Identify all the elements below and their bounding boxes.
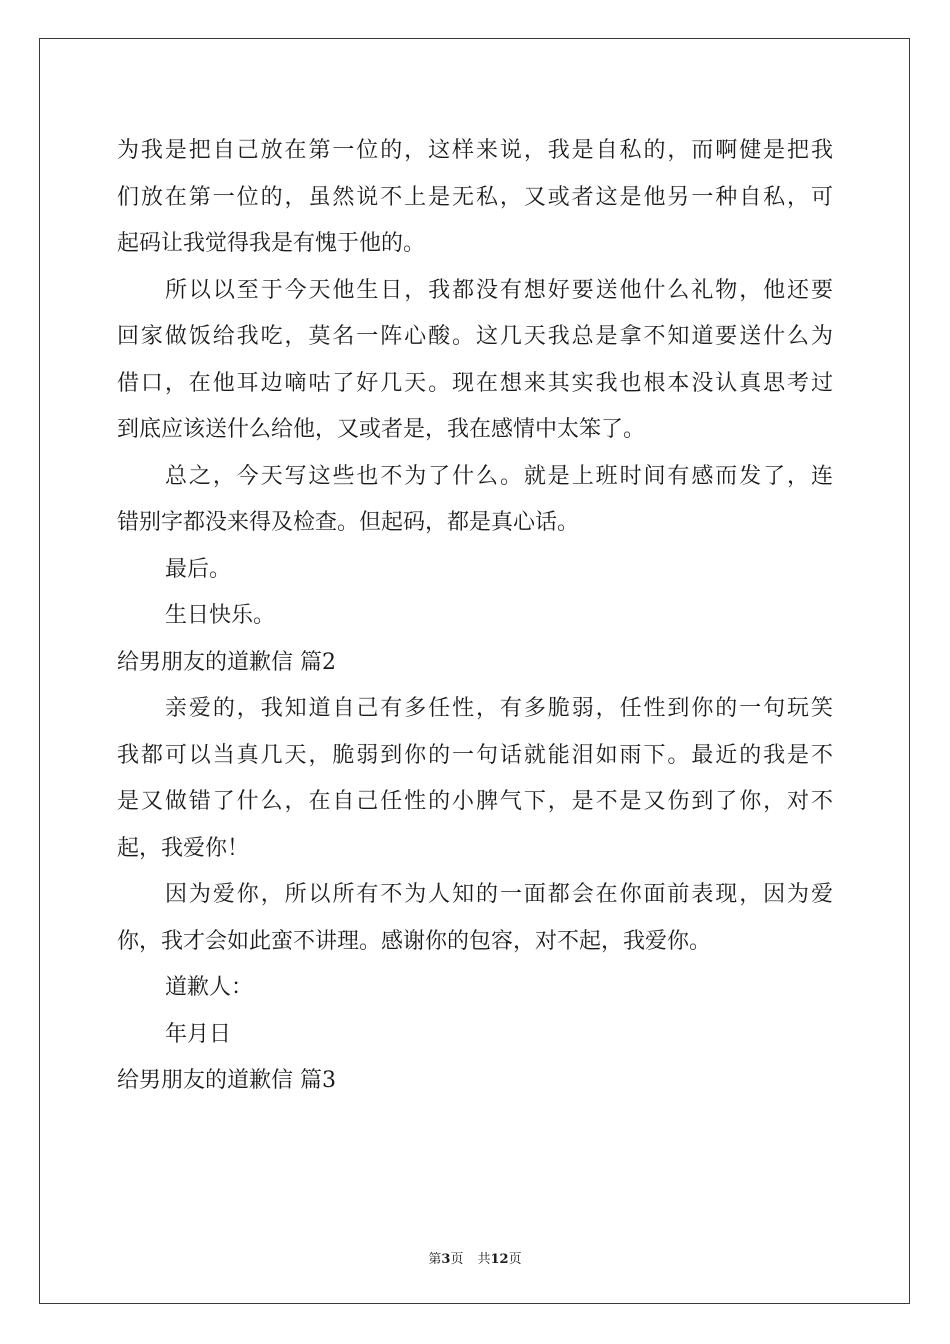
page-footer (0, 1248, 950, 1267)
paragraph-line: 回家做饭给我吃，莫名一阵心酸。这几天我总是拿不知道要送什么为 (117, 324, 833, 349)
page-unit: 页 (450, 1252, 464, 1267)
paragraph-line: 到底应该送什么给他，又或者是，我在感情中太笨了。 (117, 417, 646, 442)
page-total: 12 (490, 1252, 509, 1267)
document-body (117, 128, 833, 1105)
paragraph-line: 因为爱你，所以所有不为人知的一面都会在你面前表现，因为爱 (165, 882, 833, 907)
paragraph-line: 所以以至于今天他生日，我都没有想好要送他什么礼物，他还要 (165, 277, 833, 303)
paragraph-line: 为我是把自己放在第一位的，这样来说，我是自私的，而啊健是把我 (117, 138, 833, 163)
page-current: 3 (441, 1252, 451, 1267)
paragraph-line: 是又做错了什么，在自己任性的小脾气下，是不是又伤到了你，对不 (117, 789, 833, 814)
paragraph-line: 你，我才会如此蛮不讲理。感谢你的包容，对不起，我爱你。 (117, 928, 712, 954)
paragraph-line: 我都可以当真几天，脆弱到你的一句话就能泪如雨下。最近的我是不 (117, 742, 833, 768)
signature-label: 道歉人： (165, 975, 254, 1000)
section-heading: 给男朋友的道歉信 篇3 (117, 1068, 336, 1093)
paragraph-line: 们放在第一位的，虽然说不上是无私，又或者这是他另一种自私，可 (117, 184, 833, 210)
paragraph-line: 生日快乐。 (165, 603, 276, 628)
total-prefix: 共 (477, 1252, 491, 1267)
paragraph-line: 亲爱的，我知道自己有多任性，有多脆弱，任性到你的一句玩笑 (165, 696, 833, 721)
paragraph-line: 错别字都没来得及检查。但起码，都是真心话。 (117, 510, 580, 535)
paragraph-line: 总之，今天写这些也不为了什么。就是上班时间有感而发了，连 (165, 463, 833, 489)
paragraph-line: 起，我爱你！ (117, 835, 250, 861)
paragraph-line: 最后。 (165, 556, 232, 582)
section-heading: 给男朋友的道歉信 篇2 (117, 649, 336, 675)
page-prefix: 第 (428, 1252, 442, 1267)
paragraph-line: 借口，在他耳边嘀咕了好几天。现在想来其实我也根本没认真思考过 (117, 370, 833, 396)
paragraph-line: 起码让我觉得我是有愧于他的。 (117, 231, 426, 256)
date-label: 年月日 (165, 1021, 232, 1047)
total-unit: 页 (508, 1252, 522, 1267)
